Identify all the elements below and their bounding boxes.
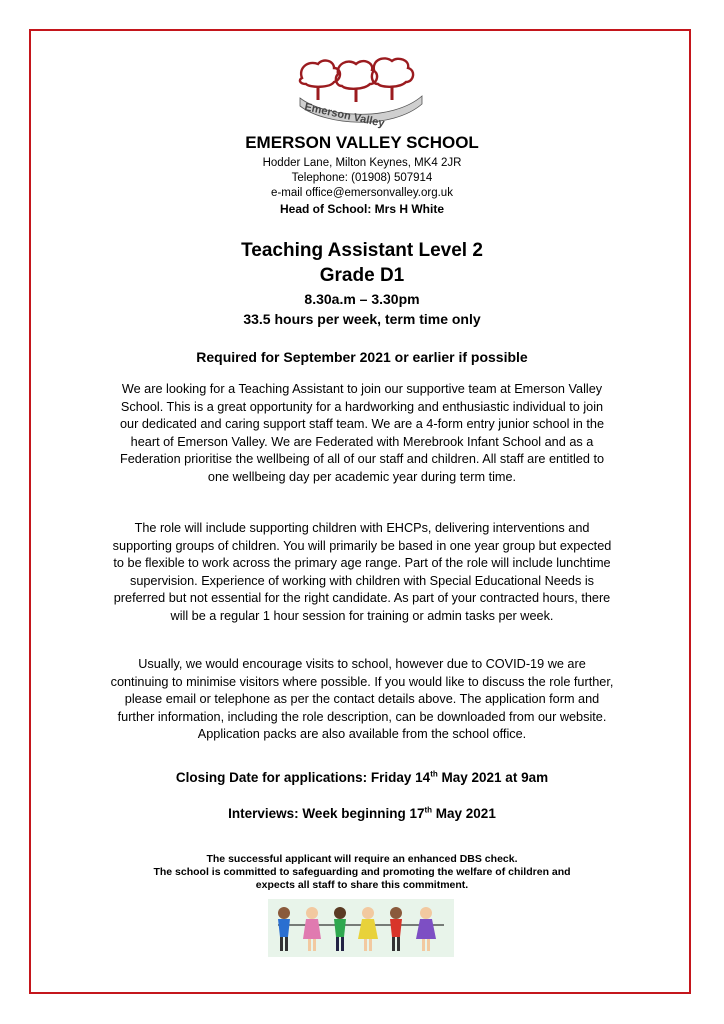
head-of-school: Head of School: Mrs H White — [279, 202, 444, 216]
job-title: Teaching Assistant Level 2 — [241, 240, 483, 261]
dbs-notice: The successful applicant will require an enhanced DBS check. — [206, 853, 518, 865]
closing-date-prefix: Closing Date for applications: Friday 14 — [175, 770, 431, 785]
closing-date-sup: th — [430, 769, 438, 779]
interview-date-suffix: May 2021 — [432, 806, 496, 821]
school-logo — [296, 56, 426, 130]
job-hours-per-week: 33.5 hours per week, term time only — [243, 311, 481, 327]
job-hours: 8.30a.m – 3.30pm — [304, 291, 420, 307]
safeguarding-notice-cont: expects all staff to share this commitment. — [255, 879, 469, 891]
job-grade: Grade D1 — [319, 265, 405, 286]
paragraph-intro: We are looking for a Teaching Assistant to join our supportive team at Emerson Valley School. This is a great opportunity for a hardworking and enthusiastic individual to join our dedicated and caring support staff team. We are a 4-form entry junior school in the heart of Emerson Valley. We are Federated with Merebrook Infant School and as a Federation prioritise the wellbeing of all of our staff and children. All staff are entitled to one wellbeing day per academic year during term time. — [119, 382, 605, 484]
children-holding-hands-image — [268, 899, 454, 957]
interview-date — [29, 806, 695, 821]
school-email: e-mail office@emersonvalley.org.uk — [271, 187, 453, 199]
school-name: EMERSON VALLEY SCHOOL — [245, 133, 479, 152]
paragraph-role: The role will include supporting children with EHCPs, delivering interventions and supporting groups of children. You will primarily be based in one year group but expected to be flexible to work across the primary age range. Part of the role will include lunchtime supervision. Experience of working with children with Special Educational Needs is preferred but not essential for the right candidate. As part of your contracted hours, there will be a regular 1 hour session for training or admin tasks per week. — [112, 521, 612, 623]
school-address: Hodder Lane, Milton Keynes, MK4 2JR — [262, 157, 462, 169]
interview-date-prefix: Interviews: Week beginning 17 — [228, 806, 425, 821]
logo-text: Emerson Valley — [303, 101, 386, 130]
safeguarding-notice: The school is committed to safeguarding and promoting the welfare of children and — [153, 866, 571, 878]
school-telephone: Telephone: (01908) 507914 — [291, 172, 433, 184]
interview-date-sup: th — [424, 805, 433, 815]
start-requirement: Required for September 2021 or earlier if possible — [196, 349, 528, 365]
paragraph-visits: Usually, we would encourage visits to school, however due to COVID-19 we are continuing to minimise visitors where possible. If you would like to discuss the role further, please email or telephone as per the contact details above. The application form and further information, including the role description, can be downloaded from our website. Application packs are also available from the school office. — [110, 657, 614, 741]
closing-date-suffix: May 2021 at 9am — [437, 770, 549, 785]
closing-date — [29, 770, 695, 785]
